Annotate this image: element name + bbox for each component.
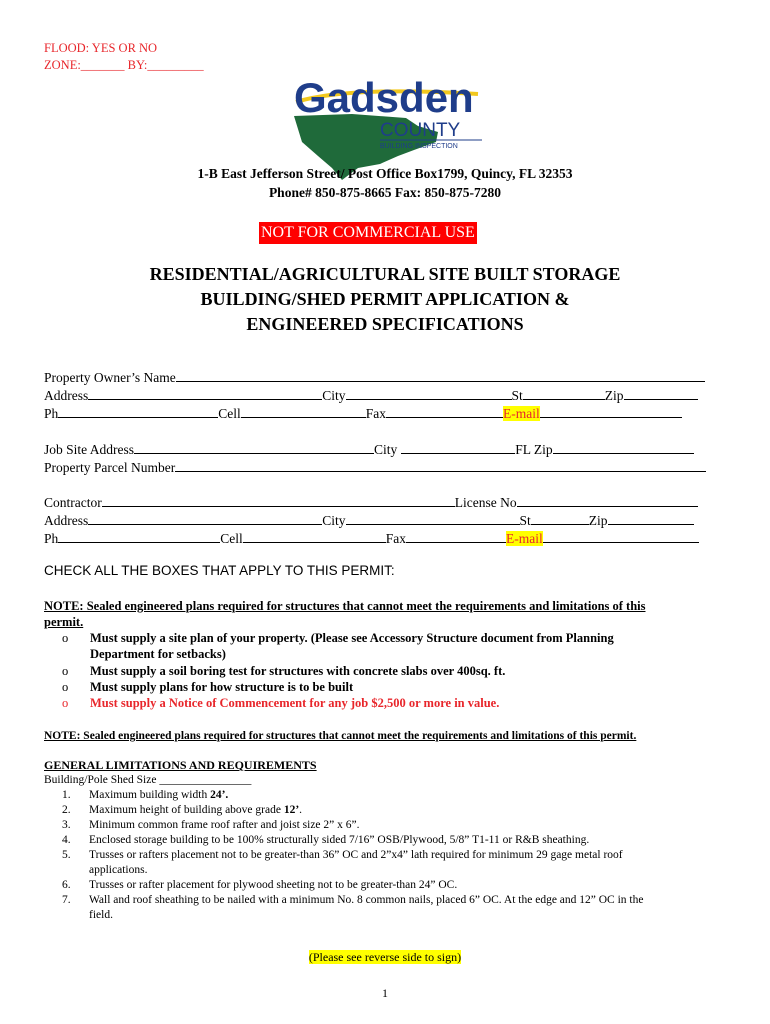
- owner-zip-label: Zip: [604, 388, 624, 403]
- requirement-item: [62, 803, 722, 818]
- form-title: [0, 262, 770, 337]
- soil-boring-text: Must supply a soil boring test for structures with concrete slabs over 400sq. ft.: [90, 664, 506, 678]
- checkbox-marker[interactable]: o: [62, 680, 69, 694]
- parcel-row: [44, 458, 706, 477]
- item-number: 6.: [62, 879, 71, 891]
- contractor-fax-field[interactable]: [406, 529, 506, 543]
- site-plan-text-cont: Department for setbacks): [90, 647, 226, 661]
- checkbox-marker[interactable]: o: [62, 631, 69, 645]
- item-text: Enclosed storage building to be 100% structurally sided 7/16” OSB/Plywood, 5/8” T1-11 or R&B sheathing.: [89, 834, 590, 846]
- contractor-address-label: Address: [44, 513, 89, 528]
- job-address-field[interactable]: [134, 440, 374, 454]
- requirement-item: [62, 818, 722, 833]
- item-text: Wall and roof sheathing to be nailed with a minimum No. 8 common nails, placed 6” OC. At the edge and 12” OC in the: [89, 894, 644, 906]
- logo-county: COUNTY: [380, 120, 461, 141]
- job-city-field[interactable]: [401, 440, 515, 454]
- job-address-label: Job Site Address: [44, 442, 135, 457]
- contractor-email-field[interactable]: [543, 529, 699, 543]
- item-number: 5.: [62, 849, 71, 861]
- office-address: 1-B East Jefferson Street/ Post Office Box1799, Quincy, FL 32353: [197, 166, 573, 181]
- owner-st-label: St: [511, 388, 523, 403]
- contractor-city-label: City: [322, 513, 346, 528]
- owner-ph-field[interactable]: [58, 404, 218, 418]
- item-text: Maximum height of building above grade: [89, 804, 284, 816]
- not-commercial-banner: NOT FOR COMMERCIAL USE: [259, 222, 477, 244]
- contractor-fax-label: Fax: [385, 531, 407, 546]
- contractor-ph-field[interactable]: [58, 529, 220, 543]
- title-line-2: BUILDING/SHED PERMIT APPLICATION &: [200, 289, 570, 309]
- item-number: 2.: [62, 804, 71, 816]
- item-text: Trusses or rafters placement not to be greater-than 36” OC and 2”x4” lath required for minimum 29 gage metal roof: [89, 849, 623, 861]
- contractor-st-label: St: [519, 513, 531, 528]
- parcel-field[interactable]: [175, 458, 706, 472]
- requirement-item: [62, 788, 722, 803]
- owner-email-field[interactable]: [540, 404, 682, 418]
- item-text-cont: field.: [89, 909, 113, 921]
- contractor-ph-label: Ph: [44, 531, 59, 546]
- owner-st-field[interactable]: [523, 386, 605, 400]
- job-flzip-label: FL Zip: [515, 442, 553, 457]
- owner-email-label: E-mail: [503, 406, 540, 421]
- note1-line-2: permit.: [44, 615, 84, 629]
- owner-city-label: City: [322, 388, 346, 403]
- contractor-zip-field[interactable]: [608, 511, 694, 525]
- item-text: Minimum common frame roof rafter and joist size 2” x 6”.: [89, 819, 360, 831]
- title-line-1: RESIDENTIAL/AGRICULTURAL SITE BUILT STORAGE: [149, 264, 621, 284]
- requirement-item: [62, 893, 722, 923]
- building-size-line: Building/Pole Shed Size ________________: [44, 774, 252, 786]
- note-engineered-plans: [44, 598, 724, 630]
- owner-cell-field[interactable]: [241, 404, 366, 418]
- owner-fax-label: Fax: [365, 406, 387, 421]
- owner-name-field[interactable]: [176, 368, 705, 382]
- license-field[interactable]: [517, 493, 698, 507]
- zone-line: ZONE:_______ BY:_________: [44, 58, 204, 72]
- owner-phone-row: [44, 404, 682, 423]
- reverse-text: (Please see reverse side to sign): [308, 950, 462, 964]
- item-bold: 12’: [283, 804, 300, 816]
- notice-commencement-text: Must supply a Notice of Commencement for any job $2,500 or more in value.: [90, 696, 500, 710]
- title-line-3: ENGINEERED SPECIFICATIONS: [246, 314, 524, 334]
- checklist-item-soil-boring[interactable]: [62, 663, 505, 679]
- note-engineered-plans-2: [44, 730, 636, 742]
- job-address-row: [44, 440, 694, 459]
- checklist-item-notice-commencement[interactable]: [62, 695, 499, 711]
- office-phone: Phone# 850-875-8665 Fax: 850-875-7280: [268, 185, 502, 200]
- contractor-field[interactable]: [102, 493, 455, 507]
- job-zip-field[interactable]: [553, 440, 694, 454]
- item-text-cont: applications.: [89, 864, 148, 876]
- page-number: 1: [382, 986, 388, 1000]
- requirement-item: [62, 848, 722, 878]
- contractor-cell-label: Cell: [220, 531, 243, 546]
- contractor-address-field[interactable]: [88, 511, 322, 525]
- contractor-label: Contractor: [44, 495, 102, 510]
- contractor-city-field[interactable]: [346, 511, 520, 525]
- contractor-cell-field[interactable]: [243, 529, 386, 543]
- note1-line-1: NOTE: Sealed engineered plans required for structures that cannot meet the requirements and limitations of this: [44, 599, 646, 613]
- job-city-label: City: [374, 442, 398, 457]
- contractor-st-field[interactable]: [531, 511, 589, 525]
- owner-name-row: [44, 368, 705, 387]
- item-text: Maximum building width: [89, 789, 211, 801]
- owner-name-label: Property Owner’s Name: [44, 370, 176, 385]
- contractor-row: [44, 493, 698, 512]
- owner-address-field[interactable]: [88, 386, 322, 400]
- item-text: Trusses or rafter placement for plywood sheeting not to be greater-than 24” OC.: [89, 879, 458, 891]
- contractor-zip-label: Zip: [588, 513, 608, 528]
- contractor-email-label: E-mail: [506, 531, 543, 546]
- owner-ph-label: Ph: [44, 406, 59, 421]
- owner-address-label: Address: [44, 388, 89, 403]
- owner-fax-field[interactable]: [386, 404, 503, 418]
- item-bold: 24’.: [210, 789, 229, 801]
- general-limitations-heading: GENERAL LIMITATIONS AND REQUIREMENTS: [44, 758, 317, 772]
- item-number: 4.: [62, 834, 71, 846]
- note2-text: NOTE: Sealed engineered plans required for structures that cannot meet the requirements and limitations of this permit.: [44, 730, 637, 742]
- flood-line: FLOOD: YES OR NO: [44, 41, 158, 55]
- item-number: 1.: [62, 789, 71, 801]
- site-plan-text: Must supply a site plan of your property. (Please see Accessory Structure document from Planning: [90, 631, 614, 645]
- parcel-label: Property Parcel Number: [44, 460, 176, 475]
- owner-cell-label: Cell: [218, 406, 241, 421]
- contractor-phone-row: [44, 529, 699, 548]
- checklist-item-plans[interactable]: [62, 679, 353, 695]
- requirement-item: [62, 833, 722, 848]
- item-tail: .: [299, 804, 303, 816]
- checkbox-marker[interactable]: o: [62, 664, 69, 678]
- license-label: License No: [454, 495, 517, 510]
- owner-address-row: [44, 386, 698, 405]
- logo-sub: BUILDING INSPECTION: [380, 143, 458, 150]
- contractor-address-row: [44, 511, 694, 530]
- flood-zone-note: [44, 40, 204, 74]
- plans-text: Must supply plans for how structure is to be built: [90, 680, 354, 694]
- item-number: 7.: [62, 894, 71, 906]
- requirement-item: [62, 878, 722, 893]
- checkbox-marker[interactable]: o: [62, 696, 69, 710]
- item-number: 3.: [62, 819, 71, 831]
- owner-zip-field[interactable]: [624, 386, 698, 400]
- check-all-heading: CHECK ALL THE BOXES THAT APPLY TO THIS PERMIT:: [44, 563, 395, 578]
- checklist-item-site-plan[interactable]: [62, 630, 614, 662]
- owner-city-field[interactable]: [346, 386, 512, 400]
- logo-name: Gadsden: [294, 74, 474, 121]
- reverse-side-note: [0, 950, 770, 965]
